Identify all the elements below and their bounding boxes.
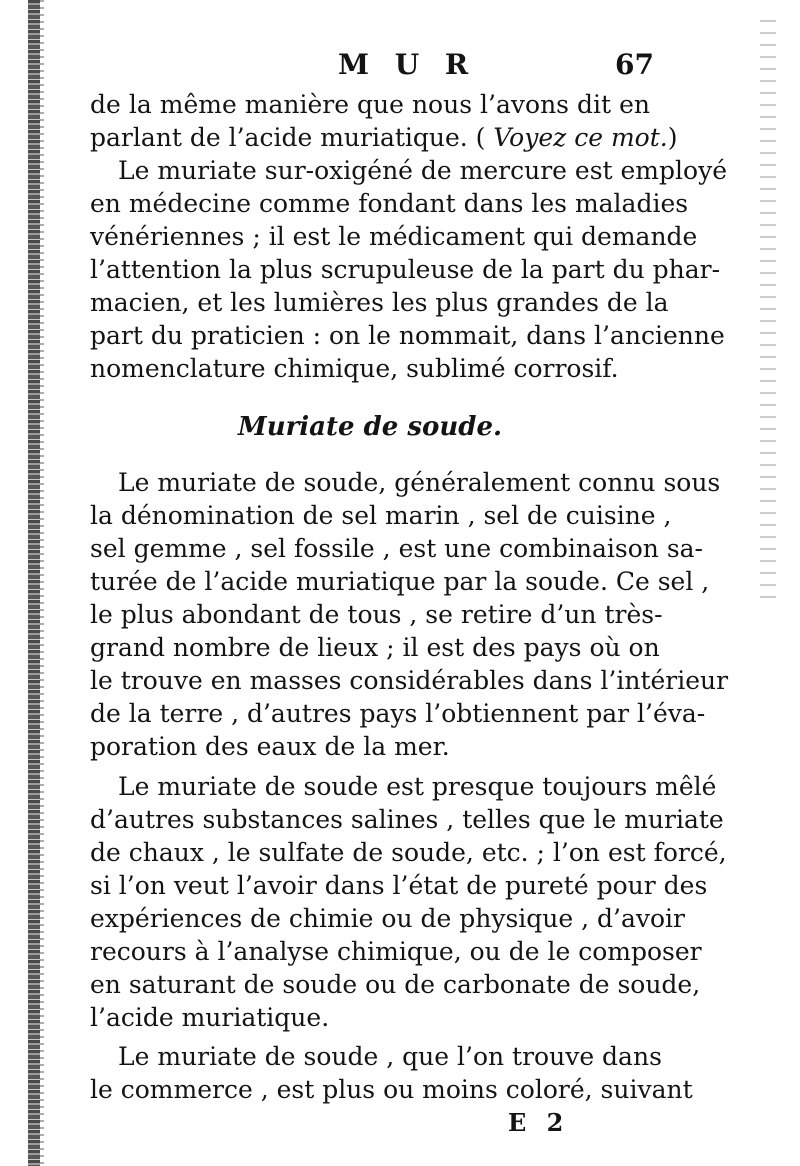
cross-reference: Voyez ce mot. (493, 123, 668, 152)
text-line: en saturant de soude ou de carbonate de soude, (90, 970, 701, 999)
text-line: macien, et les lumières les plus grandes de la (90, 288, 669, 317)
text-fragment: ) (667, 123, 678, 152)
running-head (88, 48, 658, 88)
text-line: si l’on veut l’avoir dans l’état de pureté pour des (90, 871, 708, 900)
text-line: vénériennes ; il est le médicament qui demande (90, 222, 698, 251)
text-line: grand nombre de lieux ; il est des pays où on (90, 633, 660, 662)
text-line: poration des eaux de la mer. (90, 732, 450, 761)
paragraph (90, 466, 729, 763)
signature-mark: E 2 (508, 1108, 570, 1137)
text-line: sel gemme , sel fossile , est une combinaison sa- (90, 534, 704, 563)
text-line: d’autres substances salines , telles que le muriate (90, 805, 724, 834)
text-fragment: parlant de l’acide muriatique. ( (90, 123, 486, 152)
running-title: M U R (338, 48, 477, 81)
paragraph (90, 1040, 693, 1106)
text-line: en médecine comme fondant dans les maladies (90, 189, 689, 218)
page-edge-marks (760, 20, 776, 600)
text-line: expériences de chimie ou de physique , d’avoir (90, 904, 686, 933)
text-line: le trouve en masses considérables dans l’intérieur (90, 666, 729, 695)
text-line: turée de l’acide muriatique par la soude. Ce sel , (90, 567, 710, 596)
text-line: Le muriate de soude , que l’on trouve dans (118, 1042, 662, 1071)
text-line: la dénomination de sel marin , sel de cuisine , (90, 501, 672, 530)
text-line: de la terre , d’autres pays l’obtiennent par l’éva- (90, 699, 706, 728)
text-line: le plus abondant de tous , se retire d’un très- (90, 600, 663, 629)
text-line: recours à l’analyse chimique, ou de le composer (90, 937, 702, 966)
page-number: 67 (615, 48, 654, 81)
text-line: Le muriate de soude est presque toujours mêlé (118, 772, 717, 801)
book-spine-edge (28, 0, 40, 1166)
paragraph-continued (90, 88, 727, 385)
book-spine-shadow (40, 0, 44, 1166)
text-line: de la même manière que nous l’avons dit en (90, 90, 650, 119)
text-line: nomenclature chimique, sublimé corrosif. (90, 354, 619, 383)
text-line (90, 121, 678, 154)
text-line: l’attention la plus scrupuleuse de la part du phar- (90, 255, 721, 284)
text-line: part du praticien : on le nommait, dans l’ancienne (90, 321, 725, 350)
text-line: l’acide muriatique. (90, 1003, 330, 1032)
text-line: le commerce , est plus ou moins coloré, suivant (90, 1075, 693, 1104)
paragraph (90, 770, 727, 1034)
text-line: de chaux , le sulfate de soude, etc. ; l’on est forcé, (90, 838, 727, 867)
text-line: Le muriate de soude, généralement connu sous (118, 468, 721, 497)
section-heading: Muriate de soude. (237, 412, 503, 442)
text-line: Le muriate sur-oxigéné de mercure est employé (118, 156, 727, 185)
